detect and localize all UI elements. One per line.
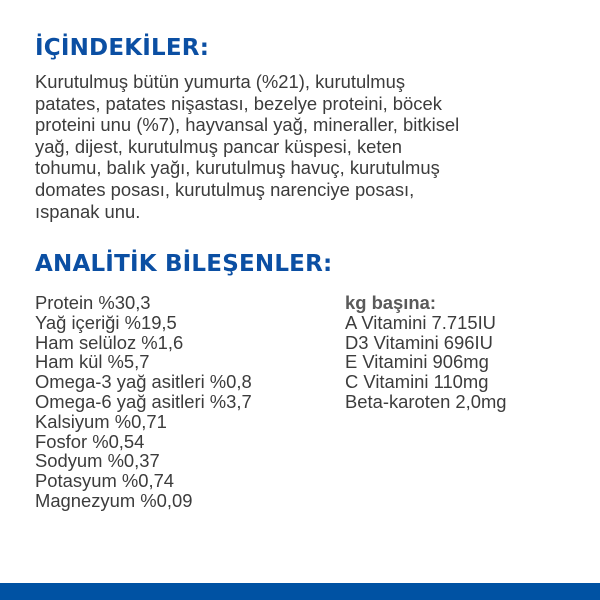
ingredients-paragraph bbox=[35, 71, 575, 222]
vitamin-item: A Vitamini 7.715IU bbox=[345, 311, 496, 333]
component-item: Ham kül %5,7 bbox=[35, 351, 150, 373]
component-item: Omega-6 yağ asitleri %3,7 bbox=[35, 390, 252, 412]
component-item: Sodyum %0,37 bbox=[35, 450, 160, 472]
component-item: Fosfor %0,54 bbox=[35, 430, 145, 452]
ingredients-heading: İÇİNDEKİLER: bbox=[35, 35, 210, 61]
vitamin-item: E Vitamini 906mg bbox=[345, 351, 489, 373]
ingredients-line: tohumu, balık yağı, kurutulmuş havuç, kurutulmuş bbox=[35, 157, 440, 179]
per-kg-label: kg başına: bbox=[345, 292, 436, 313]
ingredients-line: ıspanak unu. bbox=[35, 200, 141, 222]
per-kg-list bbox=[345, 293, 507, 412]
component-item: Magnezyum %0,09 bbox=[35, 489, 193, 511]
vitamin-item: Beta-karoten 2,0mg bbox=[345, 390, 507, 412]
ingredients-line: yağ, dijest, kurutulmuş pancar küspesi, keten bbox=[35, 135, 402, 157]
component-item: Yağ içeriği %19,5 bbox=[35, 311, 177, 333]
ingredients-line: proteini unu (%7), hayvansal yağ, mineraller, bitkisel bbox=[35, 114, 460, 136]
ingredients-line: domates posası, kurutulmuş narenciye posası, bbox=[35, 178, 415, 200]
component-item: Ham selüloz %1,6 bbox=[35, 331, 184, 353]
analytic-components-heading: ANALİTİK BİLEŞENLER: bbox=[35, 251, 333, 277]
bottom-brand-bar bbox=[0, 583, 600, 600]
vitamin-item: C Vitamini 110mg bbox=[345, 371, 489, 393]
analytic-components-list bbox=[35, 293, 252, 511]
component-item: Omega-3 yağ asitleri %0,8 bbox=[35, 371, 252, 393]
vitamin-item: D3 Vitamini 696IU bbox=[345, 331, 493, 353]
component-item: Kalsiyum %0,71 bbox=[35, 410, 167, 432]
component-item: Protein %30,3 bbox=[35, 292, 151, 313]
component-item: Potasyum %0,74 bbox=[35, 470, 175, 492]
ingredients-line: Kurutulmuş bütün yumurta (%21), kurutulmuş bbox=[35, 71, 406, 92]
ingredients-line: patates, patates nişastası, bezelye proteini, böcek bbox=[35, 92, 442, 114]
